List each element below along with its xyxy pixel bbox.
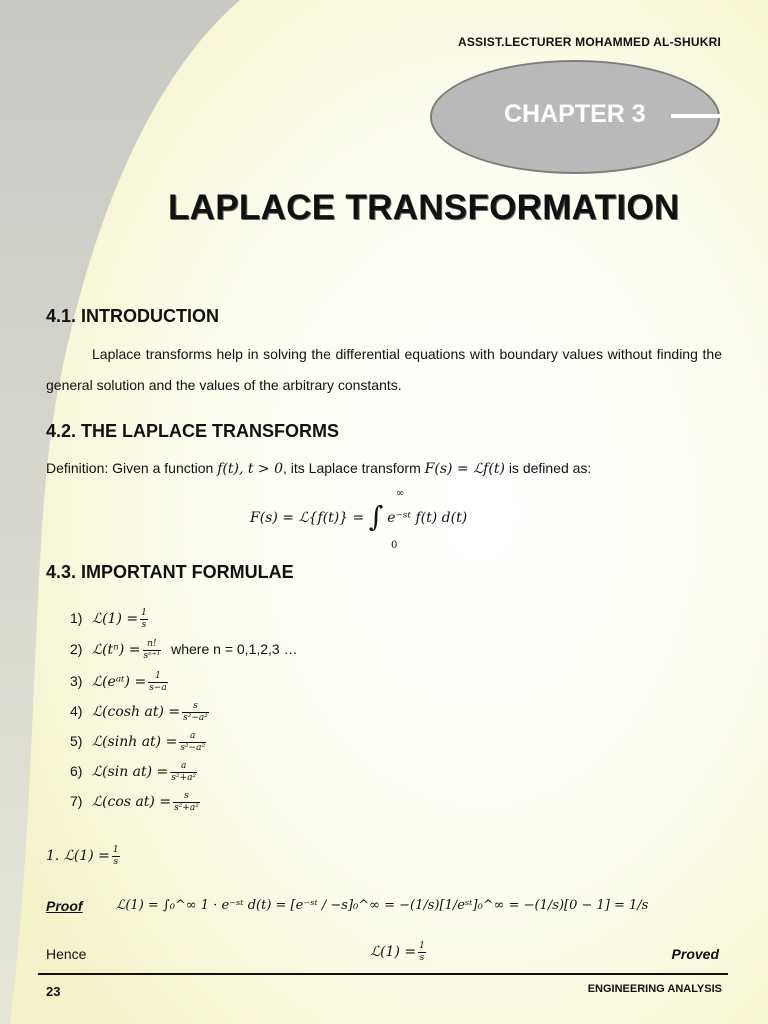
formula-item: 3) ℒ(eᵃᵗ) = $\frac{1}{s-a}$ (70, 670, 167, 693)
heading-introduction: 4.1. INTRODUCTION (46, 306, 220, 326)
intro-paragraph: Laplace transforms help in solving the differential equations with boundary values without finding the general solution and the values of the arbitrary constants. (46, 346, 722, 393)
integral-lower-limit: 0 (391, 540, 398, 551)
formula-item: 4) ℒ(cosh at) = $\frac{s}{\text{s²−a²}}$ (70, 700, 208, 723)
definition-integrand: e⁻ˢᵗ f(t) d(t) (387, 510, 468, 527)
page-number: 23 (46, 984, 61, 999)
definition-transform: F(s) = ℒf(t) (424, 461, 505, 477)
footer-divider (38, 973, 728, 975)
formula-item: 7) ℒ(cos at) = $\frac{s}{\text{s²+a²}}$ (70, 790, 199, 813)
formula-item: 1) ℒ(1) = $\frac{1}{s}$ (70, 607, 147, 630)
heading-important-formulae: 4.3. IMPORTANT FORMULAE (46, 562, 294, 582)
proof-result: ℒ(1) = $\frac{1}{s}$ (370, 941, 425, 963)
heading-laplace-transforms: 4.2. THE LAPLACE TRANSFORMS (46, 421, 340, 441)
formula-item: 2) ℒ(tⁿ) = $\frac{n!}{\text{sⁿ⁺¹}}$ where n = 0,1,2,3 … (70, 638, 298, 661)
formula-item: 5) ℒ(sinh at) = $\frac{a}{\text{s²−a²}}$ (70, 730, 206, 753)
integral-sign: ∫ (368, 500, 384, 533)
footer-title: ENGINEERING ANALYSIS (587, 983, 722, 995)
hence-label: Hence (46, 946, 87, 962)
proof-statement: 1. ℒ(1) = $\frac{1}{s}$ (46, 845, 119, 867)
integral-upper-limit: ∞ (396, 488, 405, 499)
chapter-label: CHAPTER 3 (504, 100, 646, 128)
page-title: LAPLACE TRANSFORMATION (168, 188, 680, 227)
author-header: ASSIST.LECTURER MOHAMMED AL-SHUKRI (457, 35, 721, 49)
formula-item: 6) ℒ(sin at) = $\frac{a}{\text{s²+a²}}$ (70, 760, 197, 783)
definition-formula-lhs: F(s) = ℒ{f(t)} = (250, 510, 369, 527)
proved-label: Proved (671, 946, 719, 962)
definition-mid: , its Laplace transform (283, 460, 421, 476)
definition-function: f(t), t > 0 (217, 461, 284, 477)
proof-derivation: ℒ(1) = ∫₀^∞ 1 · e⁻ˢᵗ d(t) = [e⁻ˢᵗ / −s]₀^∞ = −(1/s)[1/eˢᵗ]₀^∞ = −(1/s)[0 − 1] = 1/s (116, 898, 649, 913)
definition-line (46, 460, 591, 477)
definition-prefix: Definition: Given a function (46, 460, 214, 476)
definition-suffix: is defined as: (508, 460, 592, 476)
proof-label: Proof (46, 898, 83, 914)
definition-formula (250, 500, 467, 533)
chapter-decoration (671, 114, 721, 118)
